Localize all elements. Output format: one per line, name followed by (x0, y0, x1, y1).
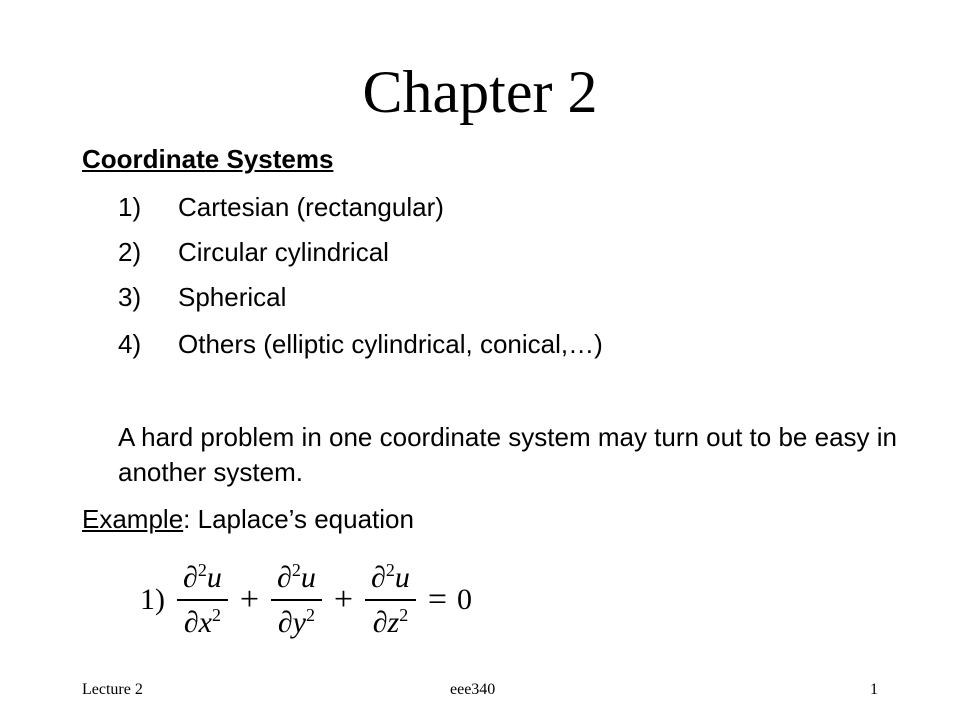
exponent: 2 (197, 560, 207, 580)
list-text: Cartesian (rectangular) (178, 192, 444, 222)
exponent: 2 (211, 605, 221, 625)
equals-sign: = (427, 581, 448, 618)
partial-symbol: ∂ (371, 561, 386, 594)
list-item-cylindrical (118, 235, 389, 269)
list-item-spherical (118, 280, 286, 314)
exponent: 2 (306, 605, 315, 625)
list-text: Others (elliptic cylindrical, conical,…) (178, 329, 603, 359)
partial-symbol: ∂ (372, 606, 388, 639)
example-text: : Laplace’s equation (183, 504, 414, 534)
variable: u (300, 561, 316, 594)
equation-rhs: 0 (457, 583, 473, 616)
footer-course: eee340 (450, 681, 496, 698)
variable: y (292, 606, 306, 639)
section-heading: Coordinate Systems (82, 144, 334, 174)
list-number: 2) (118, 237, 142, 267)
explanation-paragraph: A hard problem in one coordinate system may turn out to be easy in another system. (118, 422, 897, 487)
equation-index: 1) (140, 583, 165, 616)
exponent: 2 (385, 560, 395, 580)
partial-symbol: ∂ (183, 561, 198, 594)
fraction-y (271, 560, 322, 640)
list-number: 1) (118, 192, 142, 222)
list-text: Spherical (178, 282, 287, 312)
footer-page-number: 1 (870, 681, 878, 698)
list-item-cartesian (118, 190, 444, 224)
plus-sign: + (239, 581, 260, 618)
fraction-x (177, 560, 228, 640)
partial-symbol: ∂ (277, 561, 292, 594)
plus-sign: + (333, 581, 354, 618)
footer-lecture: Lecture 2 (82, 681, 143, 698)
variable: u (394, 561, 410, 594)
fraction-z (365, 560, 416, 640)
slide-title: Chapter 2 (362, 59, 598, 125)
list-text: Circular cylindrical (178, 237, 389, 267)
laplace-equation (140, 560, 472, 640)
list-item-others (118, 327, 603, 361)
variable: x (198, 606, 212, 639)
example-label: Example (82, 504, 184, 534)
example-line (82, 502, 414, 536)
variable: u (206, 561, 222, 594)
list-number: 3) (118, 282, 142, 312)
list-number: 4) (118, 329, 142, 359)
exponent: 2 (399, 605, 409, 625)
partial-symbol: ∂ (277, 606, 293, 639)
variable: z (387, 606, 400, 639)
partial-symbol: ∂ (183, 606, 199, 639)
exponent: 2 (291, 560, 301, 580)
